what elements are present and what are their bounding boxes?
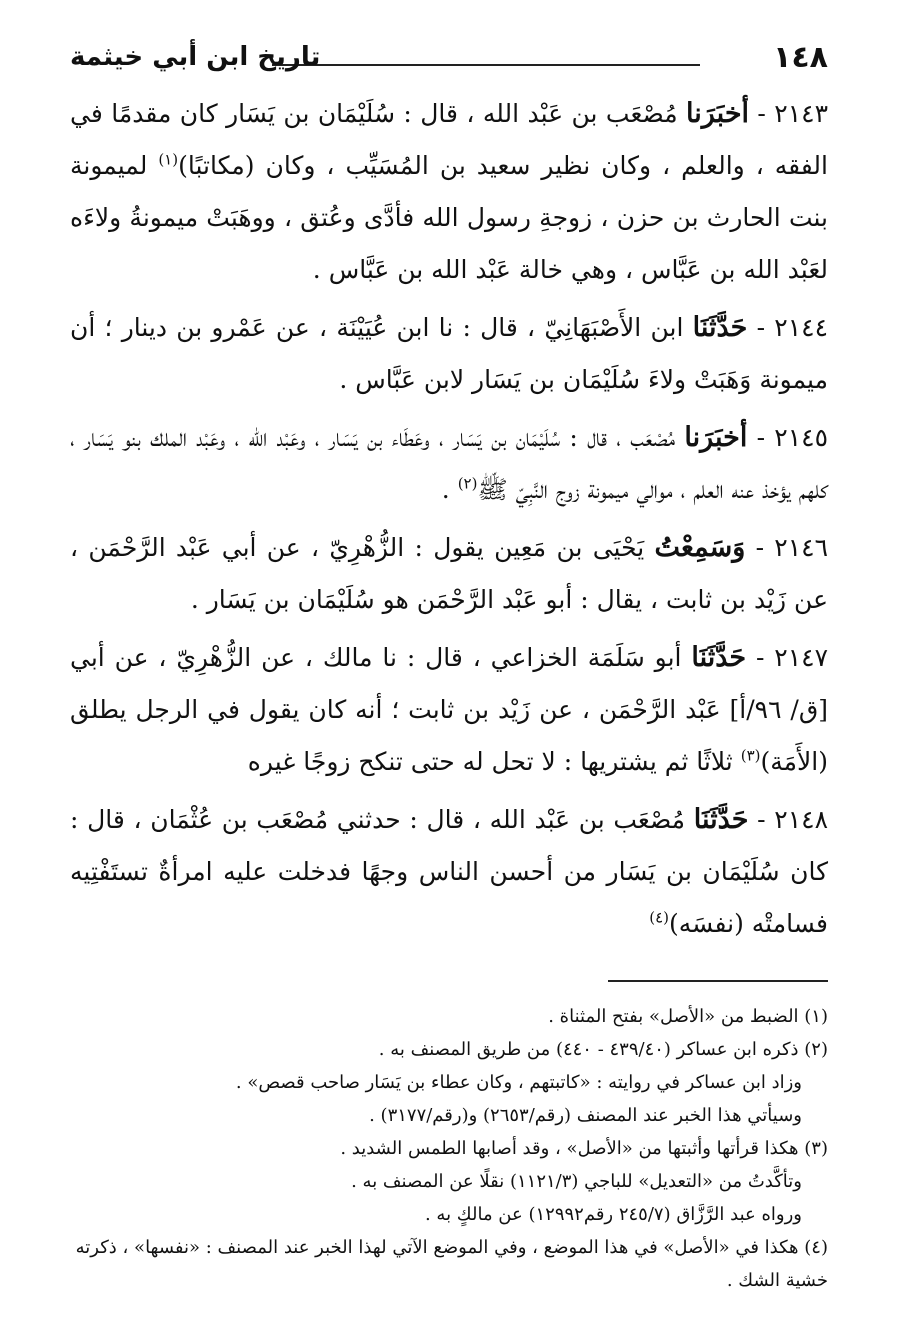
hadith-number: ٢١٤٣ [774,99,829,128]
hadith-text: . [441,475,450,504]
hadith-text: أبو سَلَمَة الخزاعي ، قال : نا مالك ، عن الزُّهْرِيّ ، عن أبي [ق/ ٩٦/أ] عَبْد الرَّحْمَن ، عن زَيْد بن ثابت ؛ أنه كان يقول في الرجل يطلق (الأَمَة) [70,643,828,776]
hadith-number: ٢١٤٧ [774,643,828,672]
hadith-entry [70,632,828,788]
page-header [70,32,828,88]
transmission-formula: وَسَمِعْتُ [654,532,746,563]
footnote-ref[interactable]: (٤) [649,908,670,927]
hadith-text: ابن الأَصْبَهَانِيّ ، قال : نا ابن عُيَيْنَة ، عن عَمْرو بن دينار ؛ أن ميمونة وَهَبَتْ ولاءَ سُلَيْمَان بن يَسَار لابن عَبَّاس . [70,313,828,394]
hadith-entry [70,88,828,296]
footnote-ref[interactable]: (٣) [740,746,761,765]
footnote: (١) الضبط من «الأصل» بفتح المثناة . [548,1006,828,1027]
footnote-continuation: وتأكَّدتُ من «التعديل» للباجي (١١٢١/٣) نقلًا عن المصنف به . [351,1171,802,1192]
hadith-paragraph: ٢١٤٥ - أخبَرَنا مُصْعَب ، قال : سُلَيْمَان بن يَسَار ، وعَطَاء بن يَسَار ، وعَبْد الله ، وعَبْد الملك بنو يَسَار ، كلهم يؤخذ عنه العلم ، موالي ميمونة زوج النَّبِيّ ﷺ$^{(٢)}$ . [70,422,828,504]
footnote: (٢) ذكره ابن عساكر (٤٣٩/٤٠ - ٤٤٠) من طريق المصنف به . [378,1039,828,1060]
transmission-formula: أخبَرَنا [684,422,748,453]
transmission-formula: حَدَّثَنَا [691,642,747,673]
hadith-paragraph: ٢١٤٦ - وَسَمِعْتُ يَحْيَى بن مَعِين يقول : الزُّهْرِيّ ، عن أبي عَبْد الرَّحْمَن ، عن زَيْد بن ثابت ، يقال : أبو عَبْد الرَّحْمَن هو سُلَيْمَان بن يَسَار . [70,532,829,614]
hadith-text: مُصْعَب بن عَبْد الله ، قال : سُلَيْمَان بن يَسَار كان مقدمًا في الفقه ، والعلم ، وكان نظير سعيد بن المُسَيِّب ، وكان (مكاتبًا) [70,99,828,180]
hadith-text: يَحْيَى بن مَعِين يقول : الزُّهْرِيّ ، عن أبي عَبْد الرَّحْمَن ، عن زَيْد بن ثابت ، يقال : أبو عَبْد الرَّحْمَن هو سُلَيْمَان بن يَسَار . [70,533,828,614]
hadith-entry [70,302,828,406]
hadith-paragraph: ٢١٤٨ - حَدَّثَنَا مُصْعَب بن عَبْد الله ، قال : حدثني مُصْعَب بن عُثْمَان ، قال : كان سُلَيْمَان بن يَسَار من أحسن الناس وجهًا فدخلت عليه امرأةٌ تستَفْتِيه فسامتْه (نفسَه)$^{(٤)}$ [70,804,828,938]
running-title: تاريخ ابن أبي خيثمة [70,42,321,72]
hadith-text: ثلاثًا ثم يشتريها : لا تحل له حتى تنكح زوجًا غيره [247,747,733,776]
footnote-continuation: وزاد ابن عساكر في روايته : «كاتبتهم ، وكان عطاء بن يَسَار صاحب قصص» . [235,1072,802,1093]
hadith-number: ٢١٤٨ [774,805,828,834]
hadith-text: لميمونة بنت الحارث بن حزن ، زوجةِ رسول الله فأدَّى وعُتق ، ووهَبَتْ ميمونةُ ولاءَه لعَبْد الله بن عَبَّاس ، وهي خالة عَبْد الله بن عَبَّاس . [70,151,828,284]
footnote-continuation: ورواه عبد الرَّزَّاق (٢٤٥/٧ رقم١٢٩٩٢) عن مالكٍ به . [424,1204,802,1225]
page-number: ١٤٨ [773,40,828,75]
transmission-formula: حَدَّثَنَا [693,804,749,835]
footnote: (٣) هكذا قرأتها وأثبتها من «الأصل» ، وقد أصابها الطمس الشديد . [340,1138,828,1159]
hadith-entry [70,412,828,516]
hadith-entry [70,794,828,950]
footnotes [70,1000,828,1297]
hadith-number: ٢١٤٤ [774,313,828,342]
footnote-ref[interactable]: (١) [158,150,179,169]
hadith-text: مُصْعَب بن عَبْد الله ، قال : حدثني مُصْعَب بن عُثْمَان ، قال : كان سُلَيْمَان بن يَسَار من أحسن الناس وجهًا فدخلت عليه امرأةٌ تستَفْتِيه فسامتْه (نفسَه) [70,805,828,938]
transmission-formula: حَدَّثَنَا [692,312,748,343]
hadith-number: ٢١٤٦ [774,533,829,562]
transmission-formula: أخبَرَنا [686,98,750,129]
hadith-paragraph: ٢١٤٣ - أخبَرَنا مُصْعَب بن عَبْد الله ، قال : سُلَيْمَان بن يَسَار كان مقدمًا في الفقه ، والعلم ، وكان نظير سعيد بن المُسَيِّب ، وكان (مكاتبًا)$^{(١)}$ لميمونة بنت الحارث بن حزن ، زوجةِ رسول الله فأدَّى وعُتق ، ووهَبَتْ ميمونةُ ولاءَه لعَبْد الله بن عَبَّاس ، وهي خالة عَبْد الله بن عَبَّاس . [70,98,829,284]
header-rule [272,64,700,66]
footnote-continuation: وسيأتي هذا الخبر عند المصنف (رقم/٢٦٥٣) و(رقم/٣١٧٧) . [369,1105,802,1126]
hadith-number: ٢١٤٥ [774,423,828,452]
book-page [70,32,828,1297]
hadith-paragraph: ٢١٤٧ - حَدَّثَنَا أبو سَلَمَة الخزاعي ، قال : نا مالك ، عن الزُّهْرِيّ ، عن أبي [ق/ ٩٦/أ] عَبْد الرَّحْمَن ، عن زَيْد بن ثابت ؛ أنه كان يقول في الرجل يطلق (الأَمَة)$^{(٣)}$ ثلاثًا ثم يشتريها : لا تحل له حتى تنكح زوجًا غيره [70,642,828,776]
footnote: (٤) هكذا في «الأصل» في هذا الموضع ، وفي الموضع الآتي لهذا الخبر عند المصنف : «نفسها» ، ذكرته خشية الشك . [75,1237,828,1291]
main-text [70,88,828,950]
hadith-entry [70,522,828,626]
footnote-ref[interactable]: (٢) [457,474,478,493]
footnote-rule [608,980,828,982]
hadith-paragraph: ٢١٤٤ - حَدَّثَنَا ابن الأَصْبَهَانِيّ ، قال : نا ابن عُيَيْنَة ، عن عَمْرو بن دينار ؛ أن ميمونة وَهَبَتْ ولاءَ سُلَيْمَان بن يَسَار لابن عَبَّاس . [70,312,828,394]
hadith-text: مُصْعَب ، قال : سُلَيْمَان بن يَسَار ، وعَطَاء بن يَسَار ، وعَبْد الله ، وعَبْد الملك بنو يَسَار ، كلهم يؤخذ عنه العلم ، موالي ميمونة زوج النَّبِيّ ﷺ [70,423,828,504]
